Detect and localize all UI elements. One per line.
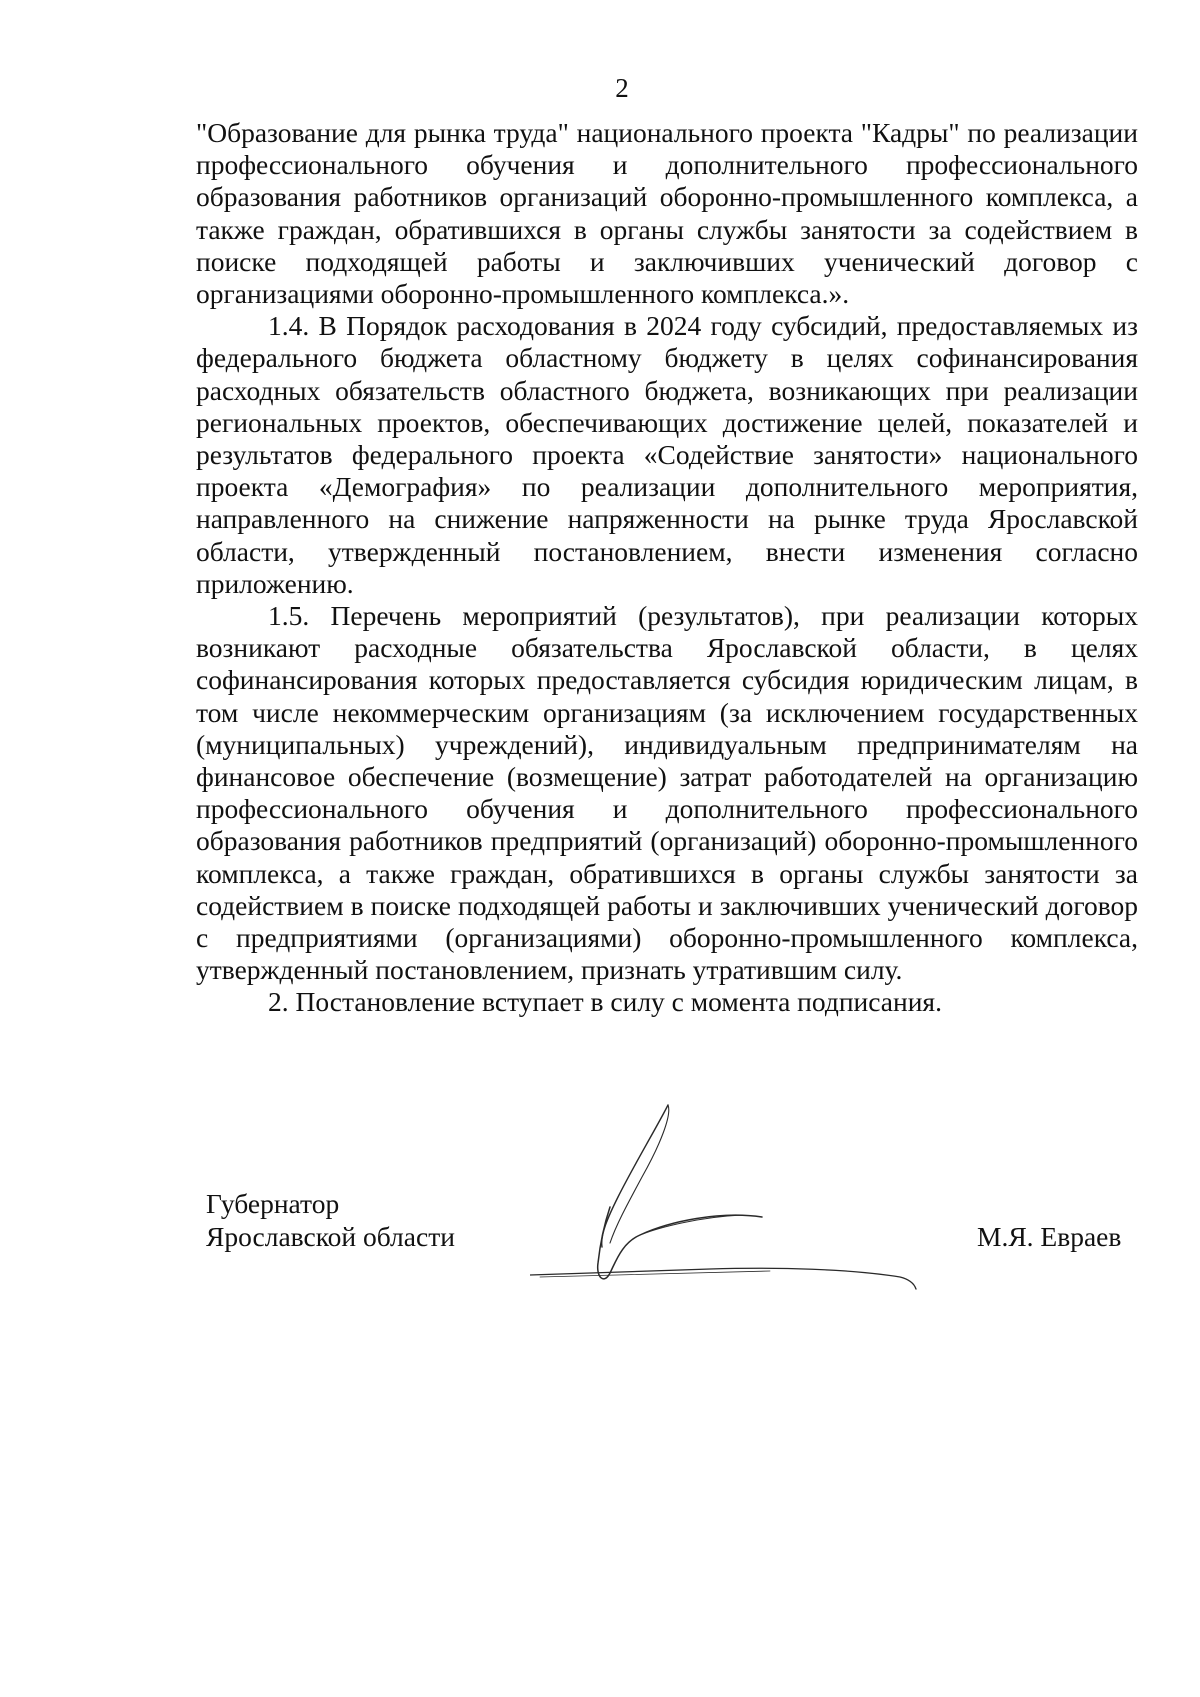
signatory-title-line1: Губернатор [206,1188,340,1219]
page-number: 2 [615,73,629,103]
document-body [196,117,1138,1019]
handwritten-signature [530,1085,950,1295]
signatory-title [206,1187,455,1253]
signatory-name: М.Я. Евраев [977,1221,1122,1252]
paragraph-1-4: 1.4. В Порядок расходования в 2024 году субсидий, предоставляемых из федерального бюджета областному бюджету в целях софинансирования расходных обязательств областного бюджета, возникающих при реализации региональных проектов, обеспечивающих достижение целей, показателей и результатов федерального проекта «Содействие занятости» национального проекта «Демография» по реализации дополнительного мероприятия, направленного на снижение напряженности на рынке труда Ярославской области, утвержденный постановлением, внести изменения согласно приложению. [196,310,1138,599]
paragraph-2: 2. Постановление вступает в силу с момента подписания. [268,986,942,1018]
signatory-title-line2: Ярославской области [206,1221,455,1252]
paragraph-1-5: 1.5. Перечень мероприятий (результатов), при реализации которых возникают расходные обязательства Ярославской области, в целях софинансирования которых предоставляется субсидия юридическим лицам, в том числе некоммерческим организациям (за исключением государственных (муниципальных) учреждений), индивидуальным предпринимателям на финансовое обеспечение (возмещение) затрат работодателей на организацию профессионального обучения и дополнительного профессионального образования работников предприятий (организаций) оборонно-промышленного комплекса, а также граждан, обратившихся в органы службы занятости за содействием в поиске подходящей работы и заключивших ученический договор с предприятиями (организациями) оборонно-промышленного комплекса, утвержденный постановлением, признать утратившим силу. [196,600,1138,986]
paragraph-continuation: "Образование для рынка труда" национального проекта "Кадры" по реализации профессионального обучения и дополнительного профессионального образования работников организаций оборонно-промышленного комплекса, а также граждан, обратившихся в органы службы занятости за содействием в поиске подходящей работы и заключивших ученический договор с организациями оборонно-промышленного комплекса.». [196,117,1138,310]
